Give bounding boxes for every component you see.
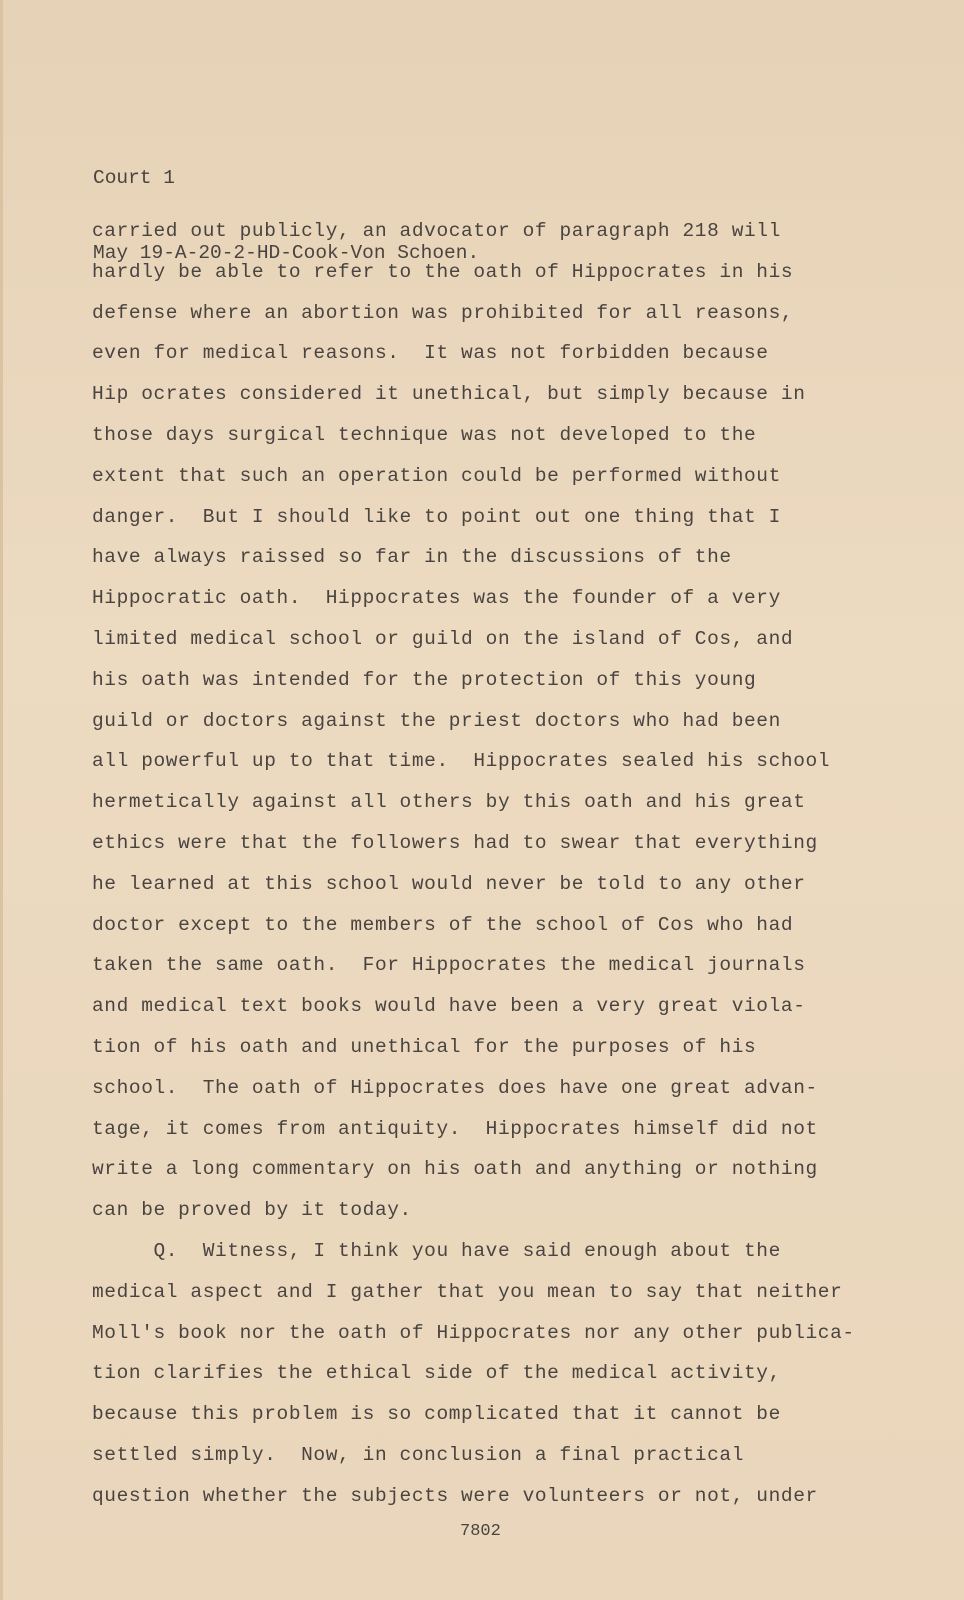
text-line: question whether the subjects were volunteers or not, under	[92, 1484, 818, 1507]
text-line: danger. But I should like to point out one thing that I	[92, 505, 781, 528]
text-line: taken the same oath. For Hippocrates the medical journals	[92, 954, 806, 977]
text-line: all powerful up to that time. Hippocrates sealed his school	[92, 750, 831, 773]
text-line: he learned at this school would never be told to any other	[92, 872, 806, 895]
text-line: limited medical school or guild on the island of Cos, and	[92, 627, 794, 650]
text-line: school. The oath of Hippocrates does have one great advan-	[92, 1076, 818, 1099]
text-line: and medical text books would have been a very great viola-	[92, 995, 806, 1018]
text-line: hermetically against all others by this oath and his great	[92, 791, 806, 814]
text-line: write a long commentary on his oath and anything or nothing	[92, 1158, 818, 1181]
court-label: Court 1	[93, 167, 175, 189]
text-line: because this problem is so complicated that it cannot be	[92, 1403, 781, 1426]
text-line: his oath was intended for the protection of this young	[92, 668, 757, 691]
text-line: tion clarifies the ethical side of the medical activity,	[92, 1362, 781, 1385]
text-line: have always raissed so far in the discussions of the	[92, 546, 732, 569]
page-number: 7802	[460, 1522, 501, 1541]
transcript-body	[92, 211, 855, 1517]
text-line: settled simply. Now, in conclusion a final practical	[92, 1443, 745, 1466]
text-line: Hippocratic oath. Hippocrates was the founder of a very	[92, 587, 781, 610]
text-line: doctor except to the members of the school of Cos who had	[92, 913, 794, 936]
page-edge	[0, 0, 3, 1600]
text-line: extent that such an operation could be performed without	[92, 464, 781, 487]
text-line: can be proved by it today.	[92, 1199, 412, 1222]
text-line: carried out publicly, an advocator of paragraph 218 will	[92, 220, 781, 242]
text-line: Moll's book nor the oath of Hippocrates nor any other publica-	[92, 1321, 855, 1344]
text-line: tion of his oath and unethical for the purposes of his	[92, 1035, 757, 1058]
text-line: ethics were that the followers had to swear that everything	[92, 831, 818, 854]
text-line: guild or doctors against the priest doctors who had been	[92, 709, 781, 732]
text-line: medical aspect and I gather that you mean to say that neither	[92, 1280, 843, 1303]
text-line: even for medical reasons. It was not forbidden because	[92, 342, 769, 365]
text-line: Hip ocrates considered it unethical, but simply because in	[92, 383, 806, 406]
text-line: hardly be able to refer to the oath of Hippocrates in his	[92, 260, 794, 283]
document-reference: May 19-A-20-2-HD-Cook-Von Schoen.	[93, 242, 480, 264]
text-line: defense where an abortion was prohibited for all reasons,	[92, 301, 794, 324]
text-line: tage, it comes from antiquity. Hippocrates himself did not	[92, 1117, 818, 1140]
text-line: those days surgical technique was not developed to the	[92, 423, 757, 446]
text-line: Q. Witness, I think you have said enough about the	[92, 1239, 781, 1262]
